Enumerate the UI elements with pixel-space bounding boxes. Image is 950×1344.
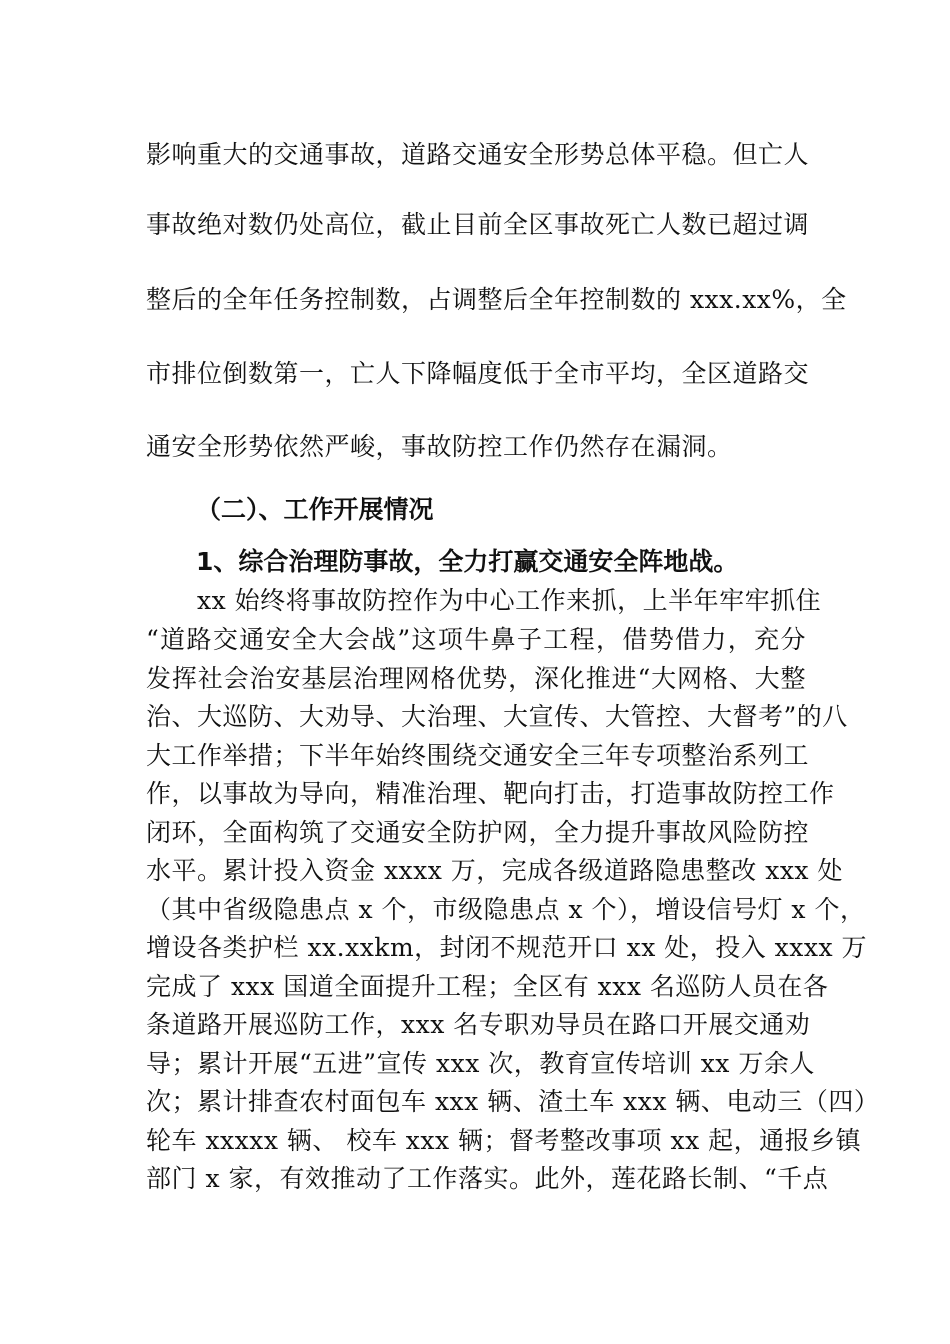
paragraph-line: 部门 x 家，有效推动了工作落实。此外，莲花路长制、“千点 [146,1164,829,1193]
paragraph-line: xx 始终将事故防控作为中心工作来抓，上半年牢牢抓住 [146,586,822,615]
paragraph-line: 通安全形势依然严峻，事故防控工作仍然存在漏洞。 [146,432,733,461]
paragraph-line: 发挥社会治安基层治理网格优势，深化推进“大网格、大整 [146,664,806,693]
paragraph-line: 事故绝对数仍处高位，截止目前全区事故死亡人数已超过调 [146,210,810,239]
paragraph-line: 市排位倒数第一，亡人下降幅度低于全市平均，全区道路交 [146,359,810,388]
paragraph-line: 增设各类护栏 xx.xxkm，封闭不规范开口 xx 处，投入 xxxx 万 [146,933,868,962]
paragraph-line: 作，以事故为导向，精准治理、靶向打击，打造事故防控工作 [146,779,835,808]
paragraph-line: 次；累计排查农村面包车 xxx 辆、渣土车 xxx 辆、电动三（四） [146,1087,880,1116]
paragraph-line: 闭环，全面构筑了交通安全防护网，全力提升事故风险防控 [146,818,810,847]
paragraph-line: 轮车 xxxxx 辆、 校车 xxx 辆；督考整改事项 xx 起，通报乡镇 [146,1126,862,1155]
paragraph-line: （其中省级隐患点 x 个，市级隐患点 x 个），增设信号灯 x 个， [146,895,866,924]
paragraph-line: 完成了 xxx 国道全面提升工程；全区有 xxx 名巡防人员在各 [146,972,829,1001]
paragraph-line: 大工作举措；下半年始终围绕交通安全三年专项整治系列工 [146,741,810,770]
paragraph-line: 水平。累计投入资金 xxxx 万，完成各级道路隐患整改 xxx 处 [146,856,843,885]
paragraph-line: 治、大巡防、大劝导、大治理、大宣传、大管控、大督考”的八 [146,702,848,731]
section-heading: （二）、工作开展情况 [196,495,434,524]
paragraph-line: 条道路开展巡防工作，xxx 名专职劝导员在路口开展交通劝 [146,1010,811,1039]
subsection-heading: 1、综合治理防事故，全力打赢交通安全阵地战。 [196,547,739,576]
paragraph-line: 整后的全年任务控制数，占调整后全年控制数的 xxx.xx%，全 [146,285,847,314]
paragraph-line: “道路交通安全大会战”这项牛鼻子工程，借势借力，充分 [146,625,806,654]
paragraph-line: 导；累计开展“五进”宣传 xxx 次，教育宣传培训 xx 万余人 [146,1049,815,1078]
paragraph-line: 影响重大的交通事故，道路交通安全形势总体平稳。但亡人 [146,140,810,169]
